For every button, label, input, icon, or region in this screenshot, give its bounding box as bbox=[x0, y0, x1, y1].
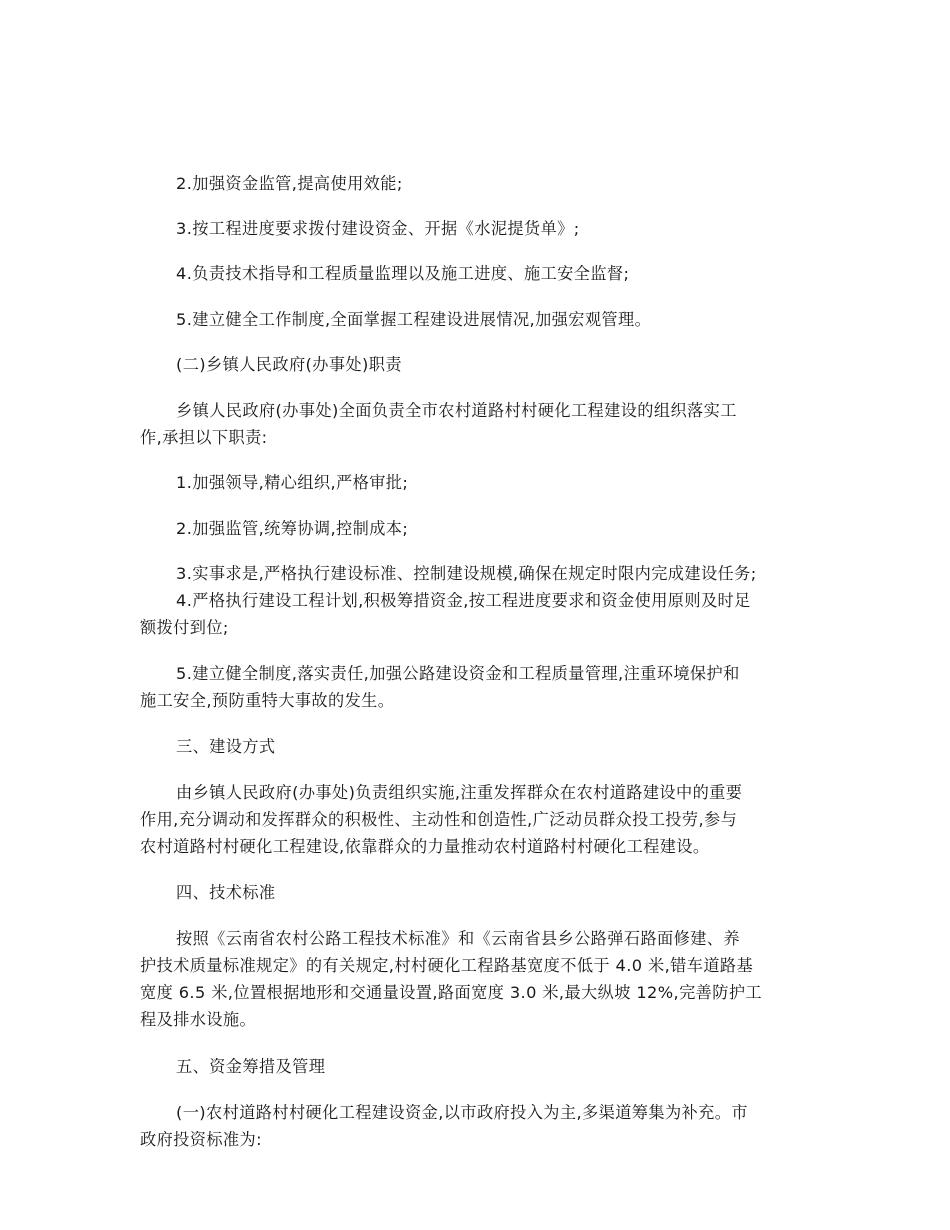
text-line: 4.严格执行建设工程计划,积极筹措资金,按工程进度要求和资金使用原则及时足 bbox=[176, 591, 751, 610]
text-line: 2.加强资金监管,提高使用效能; bbox=[176, 174, 403, 193]
text-line: 按照《云南省农村公路工程技术标准》和《云南省县乡公路弹石路面修建、养 bbox=[176, 929, 740, 948]
text-line: 施工安全,预防重特大事故的发生。 bbox=[140, 691, 395, 710]
text-line: 5.建立健全工作制度,全面掌握工程建设进展情况,加强宏观管理。 bbox=[176, 310, 652, 329]
text-line: 3.实事求是,严格执行建设标准、控制建设规模,确保在规定时限内完成建设任务; bbox=[176, 564, 757, 583]
text-line: 3.按工程进度要求拨付建设资金、开据《水泥提货单》; bbox=[176, 219, 580, 238]
text-line: 1.加强领导,精心组织,严格审批; bbox=[176, 473, 409, 492]
text-line: 农村道路村村硬化工程建设,依靠群众的力量推动农村道路村村硬化工程建设。 bbox=[140, 837, 710, 856]
text-line: 程及排水设施。 bbox=[140, 1010, 257, 1029]
text-line: 宽度 6.5 米,位置根据地形和交通量设置,路面宽度 3.0 米,最大纵坡 12%,完善防护工 bbox=[140, 983, 763, 1002]
text-line: 护技术质量标准规定》的有关规定,村村硬化工程路基宽度不低于 4.0 米,错车道路基 bbox=[140, 956, 754, 975]
heading-line: 三、建设方式 bbox=[176, 737, 276, 756]
text-line: 4.负责技术指导和工程质量监理以及施工进度、施工安全监督; bbox=[176, 264, 630, 283]
text-line: 由乡镇人民政府(办事处)负责组织实施,注重发挥群众在农村道路建设中的重要 bbox=[176, 783, 743, 802]
text-line: 2.加强监管,统筹协调,控制成本; bbox=[176, 519, 409, 538]
text-line: (一)农村道路村村硬化工程建设资金,以市政府投入为主,多渠道筹集为补充。市 bbox=[176, 1103, 748, 1122]
heading-line: 四、技术标准 bbox=[176, 883, 276, 902]
text-line: 5.建立健全制度,落实责任,加强公路建设资金和工程质量管理,注重环境保护和 bbox=[176, 664, 740, 683]
heading-line: 五、资金筹措及管理 bbox=[176, 1057, 326, 1076]
text-line: 乡镇人民政府(办事处)全面负责全市农村道路村村硬化工程建设的组织落实工 bbox=[176, 401, 737, 420]
text-line: 作用,充分调动和发挥群众的积极性、主动性和创造性,广泛动员群众投工投劳,参与 bbox=[140, 810, 738, 829]
text-line: 额拨付到位; bbox=[140, 618, 229, 637]
text-line: 政府投资标准为: bbox=[140, 1130, 262, 1149]
heading-line: (二)乡镇人民政府(办事处)职责 bbox=[176, 355, 402, 374]
text-line: 作,承担以下职责: bbox=[140, 428, 268, 447]
paragraph-fund-raising bbox=[140, 1045, 820, 1207]
